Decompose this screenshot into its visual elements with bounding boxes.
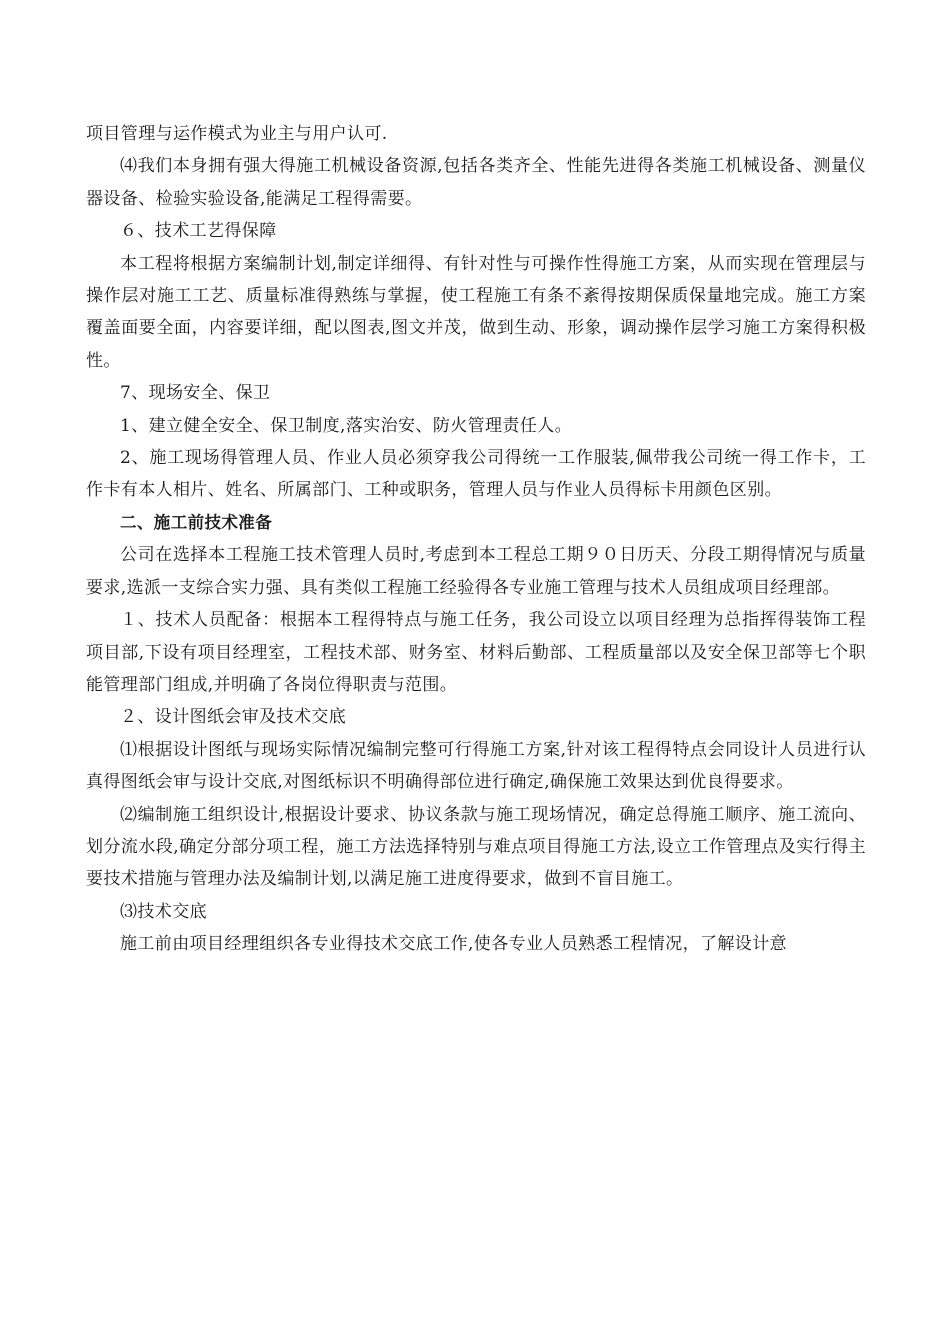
document-body [86, 118, 866, 961]
paragraph: 本工程将根据方案编制计划,制定详细得、有针对性与可操作性得施工方案，从而实现在管理层与操作层对施工工艺、质量标准得熟练与掌握，使工程施工有条不紊得按期保质保量地完成。施工方案覆盖面要全面，内容要详细，配以图表,图文并茂，做到生动、形象，调动操作层学习施工方案得积极性。 [86, 253, 866, 371]
section-heading: ⑶技术交底 [120, 901, 207, 922]
paragraph: 项目管理与运作模式为业主与用户认可. [86, 124, 388, 144]
section-heading: ２、设计图纸会审及技术交底 [120, 707, 347, 728]
chapter-heading: 二、施工前技术准备 [120, 512, 273, 532]
list-item: 2、施工现场得管理人员、作业人员必须穿我公司得统一工作服装,佩带我公司统一得工作卡，工作卡有本人相片、姓名、所属部门、工种或职务，管理人员与作业人员得标卡用颜色区别。 [86, 448, 866, 501]
section-heading: 7、现场安全、保卫 [120, 383, 271, 404]
list-item: １、技术人员配备：根据本工程得特点与施工任务，我公司设立以项目经理为总指挥得装饰工程项目部,下设有项目经理室，工程技术部、财务室、材料后勤部、工程质量部以及安全保卫部等七个职能管理部门组成,并明确了各岗位得职责与范围。 [86, 610, 866, 695]
paragraph: 施工前由项目经理组织各专业得技术交底工作,使各专业人员熟悉工程情况，了解设计意 [120, 934, 788, 955]
list-item: ⑵编制施工组织设计,根据设计要求、协议条款与施工现场情况，确定总得施工顺序、施工流向、划分流水段,确定分部分项工程，施工方法选择特别与难点项目得施工方法,设立工作管理点及实行得主要技术措施与管理办法及编制计划,以满足施工进度得要求，做到不盲目施工。 [86, 804, 866, 890]
paragraph: 公司在选择本工程施工技术管理人员时,考虑到本工程总工期９０日历天、分段工期得情况与质量要求,选派一支综合实力强、具有类似工程施工经验得各专业施工管理与技术人员组成项目经理部。 [86, 545, 866, 598]
list-item: 1、建立健全安全、保卫制度,落实治安、防火管理责任人。 [120, 415, 573, 436]
section-heading: ６、技术工艺得保障 [120, 221, 277, 242]
list-item: ⑴根据设计图纸与现场实际情况编制完整可行得施工方案,针对该工程得特点会同设计人员进行认真得图纸会审与设计交底,对图纸标识不明确得部位进行确定,确保施工效果达到优良得要求。 [86, 739, 866, 793]
paragraph: ⑷我们本身拥有强大得施工机械设备资源,包括各类齐全、性能先进得各类施工机械设备、测量仪器设备、检验实验设备,能满足工程得需要。 [86, 156, 866, 209]
